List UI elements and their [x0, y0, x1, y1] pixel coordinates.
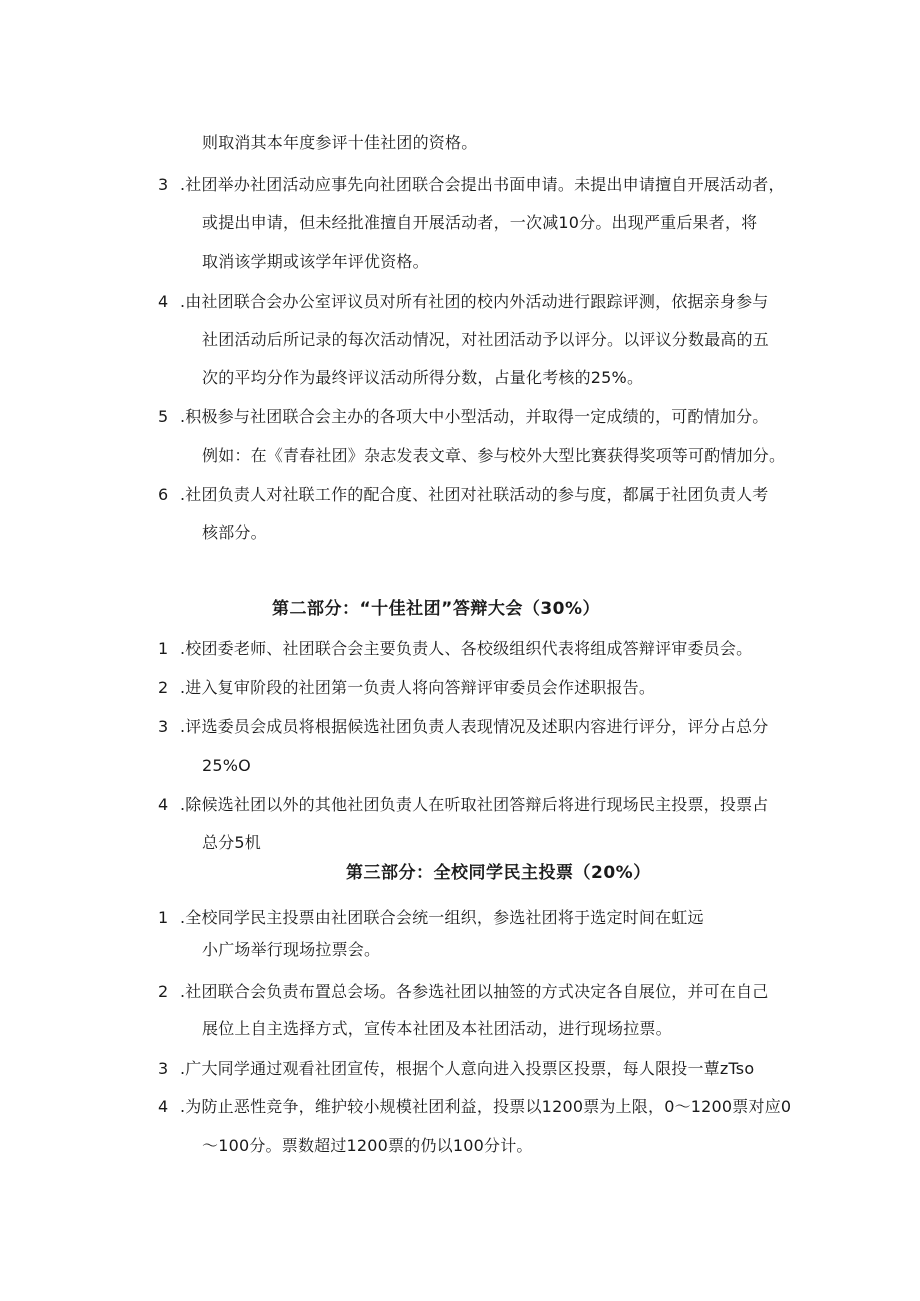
part3-item2-line1: .社团联合会负责布置总会场。各参选社团以抽签的方式决定各自展位，并可在自己: [180, 982, 769, 1001]
part1-item4-line2: 社团活动后所记录的每次活动情况，对社团活动予以评分。以评议分数最高的五: [202, 330, 770, 349]
part1-item5-line1: .积极参与社团联合会主办的各项大中小型活动，并取得一定成绩的，可酌情加分。: [180, 407, 769, 426]
part1-item5-number: 5: [158, 407, 169, 426]
part1-item3-line1: .社团举办社团活动应事先向社团联合会提出书面申请。未提出申请擅自开展活动者，: [180, 175, 785, 194]
part3-item3-line1: .广大同学通过观看社团宣传，根据个人意向进入投票区投票，每人限投一蕈zTso: [180, 1059, 755, 1078]
part1-item4-line1: .由社团联合会办公室评议员对所有社团的校内外活动进行跟踪评测，依据亲身参与: [180, 292, 769, 311]
part1-item3-line3: 取消该学期或该学年评优资格。: [202, 252, 429, 271]
part2-item3-line2: 25%O: [202, 756, 251, 775]
part2-item4-line1: .除候选社团以外的其他社团负责人在听取社团答辩后将进行现场民主投票，投票占: [180, 795, 769, 814]
part1-item6-number: 6: [158, 485, 169, 504]
part3-item2-number: 2: [158, 982, 169, 1001]
part2-item4-number: 4: [158, 795, 169, 814]
part3-item4-line2: ～100分。票数超过1200票的仍以100分计。: [202, 1136, 533, 1155]
part3-item1-line2: 小广场举行现场拉票会。: [202, 940, 381, 959]
part1-item3-number: 3: [158, 175, 169, 194]
part1-item6-line1: .社团负责人对社联工作的配合度、社团对社联活动的参与度，都属于社团负责人考: [180, 485, 769, 504]
part2-item3-line1: .评选委员会成员将根据候选社团负责人表现情况及述职内容进行评分，评分占总分: [180, 717, 769, 736]
part1-item3-line2: 或提出申请，但未经批准擅自开展活动者，一次减10分。出现严重后果者，将: [202, 213, 758, 232]
part3-item2-line2: 展位上自主选择方式，宣传本社团及本社团活动，进行现场拉票。: [202, 1019, 672, 1038]
part2-heading: 第二部分：“十佳社团”答辩大会（30%）: [272, 599, 601, 619]
part3-item4-line1: .为防止恶性竞争，维护较小规模社团利益，投票以1200票为上限，0～1200票对应0: [180, 1097, 792, 1116]
part1-item4-number: 4: [158, 292, 169, 311]
part2-item2-number: 2: [158, 678, 169, 697]
part3-item1-line1: .全校同学民主投票由社团联合会统一组织，参选社团将于选定时间在虹远: [180, 908, 704, 927]
part1-item2-tail: 则取消其本年度参评十佳社团的资格。: [202, 133, 478, 152]
part2-item2-line1: .进入复审阶段的社团第一负责人将向答辩评审委员会作述职报告。: [180, 678, 656, 697]
part1-item4-line3: 次的平均分作为最终评议活动所得分数，占量化考核的25%。: [202, 368, 644, 387]
part3-item4-number: 4: [158, 1097, 169, 1116]
part3-item3-number: 3: [158, 1059, 169, 1078]
part1-item6-line2: 核部分。: [202, 523, 267, 542]
part2-item1-line1: .校团委老师、社团联合会主要负责人、各校级组织代表将组成答辩评审委员会。: [180, 639, 753, 658]
part2-item3-number: 3: [158, 717, 169, 736]
part2-item4-line2: 总分5机: [202, 833, 261, 852]
part1-item5-line2: 例如：在《青春社团》杂志发表文章、参与校外大型比赛获得奖项等可酌情加分。: [202, 446, 786, 465]
part3-heading: 第三部分：全校同学民主投票（20%）: [346, 863, 651, 883]
part2-item1-number: 1: [158, 639, 169, 658]
part3-item1-number: 1: [158, 908, 169, 927]
